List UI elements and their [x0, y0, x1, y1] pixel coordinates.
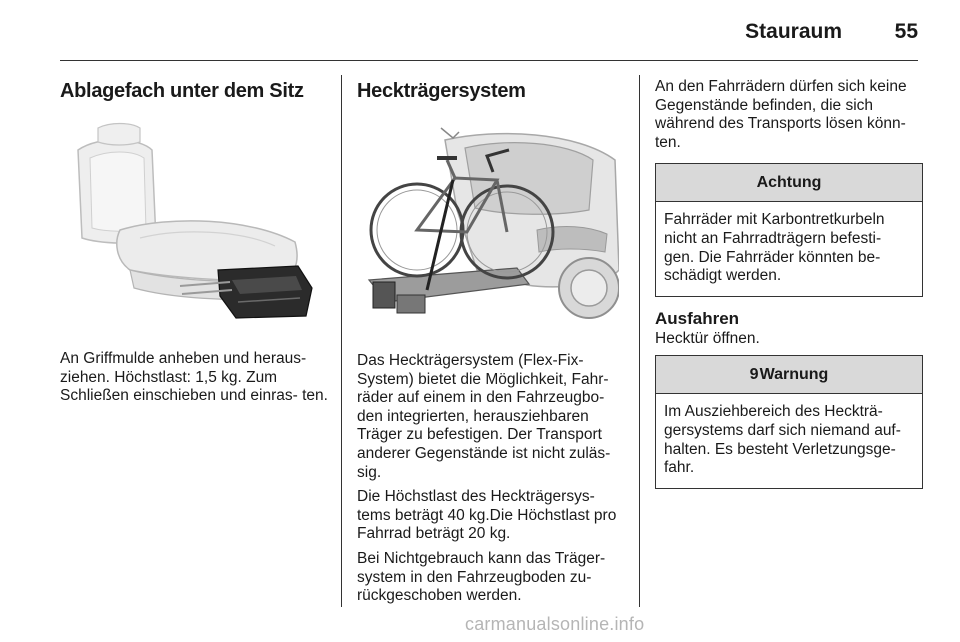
extend-subheading: Ausfahren — [655, 308, 740, 328]
header-rule — [60, 60, 918, 61]
column-divider-1 — [341, 75, 342, 607]
page-header — [0, 0, 960, 60]
seat-drawer-illustration — [60, 120, 322, 330]
warning-header — [656, 356, 922, 394]
bike-carrier-illustration — [357, 120, 619, 330]
column-seat-storage — [60, 74, 328, 406]
watermark: carmanualsonline.info — [465, 614, 645, 634]
column-rear-carrier — [357, 74, 625, 606]
section-heading-rear-carrier: Heckträgersystem — [357, 80, 526, 102]
rear-carrier-text-1: Das Heckträgersystem (Flex-Fix- System) bietet die Möglichkeit, Fahr- räder auf einem in den Fahrzeugbo- den integrierten, herausziehbaren Träger zu befestigen. Der Transport anderer Gegenstände ist nicht zuläs- sig. — [357, 352, 611, 481]
page-title: Stauraum — [745, 20, 842, 43]
page-number: 55 — [894, 20, 918, 43]
bike-load-text: An den Fahrrädern dürfen sich keine Gegenstände befinden, die sich während des Transports lösen könn- ten. — [655, 78, 907, 151]
seat-storage-text: An Griffmulde anheben und heraus- ziehen. Höchstlast: 1,5 kg. Zum Schließen einschieben und einras- ten. — [60, 350, 328, 405]
caution-text: Fahrräder mit Karbontretkurbeln nicht an Fahrradträgern befesti- gen. Die Fahrräder könnten be- schädigt werden. — [664, 211, 885, 285]
rear-carrier-text-3: Bei Nichtgebrauch kann das Träger- system in den Fahrzeugboden zu- rückgeschoben werden. — [357, 549, 606, 605]
column-divider-2 — [639, 75, 640, 607]
extend-step: Hecktür öffnen. — [655, 329, 760, 347]
warning-box — [655, 355, 923, 488]
caution-title: Achtung — [656, 164, 922, 202]
rear-carrier-text-2: Die Höchstlast des Heckträgersys- tems beträgt 40 kg.Die Höchstlast pro Fahrrad beträgt 20 kg. — [357, 488, 617, 543]
section-heading-seat-storage: Ablagefach unter dem Sitz — [60, 80, 304, 102]
warning-triangle-icon: 9 — [749, 366, 759, 384]
warning-text: Im Ausziehbereich des Heckträ- gersystems darf sich niemand auf- halten. Es besteht Verletzungsge- fahr. — [664, 403, 901, 477]
caution-box — [655, 163, 923, 296]
warning-title: Warnung — [759, 366, 829, 384]
column-carrier-notes — [655, 74, 923, 489]
